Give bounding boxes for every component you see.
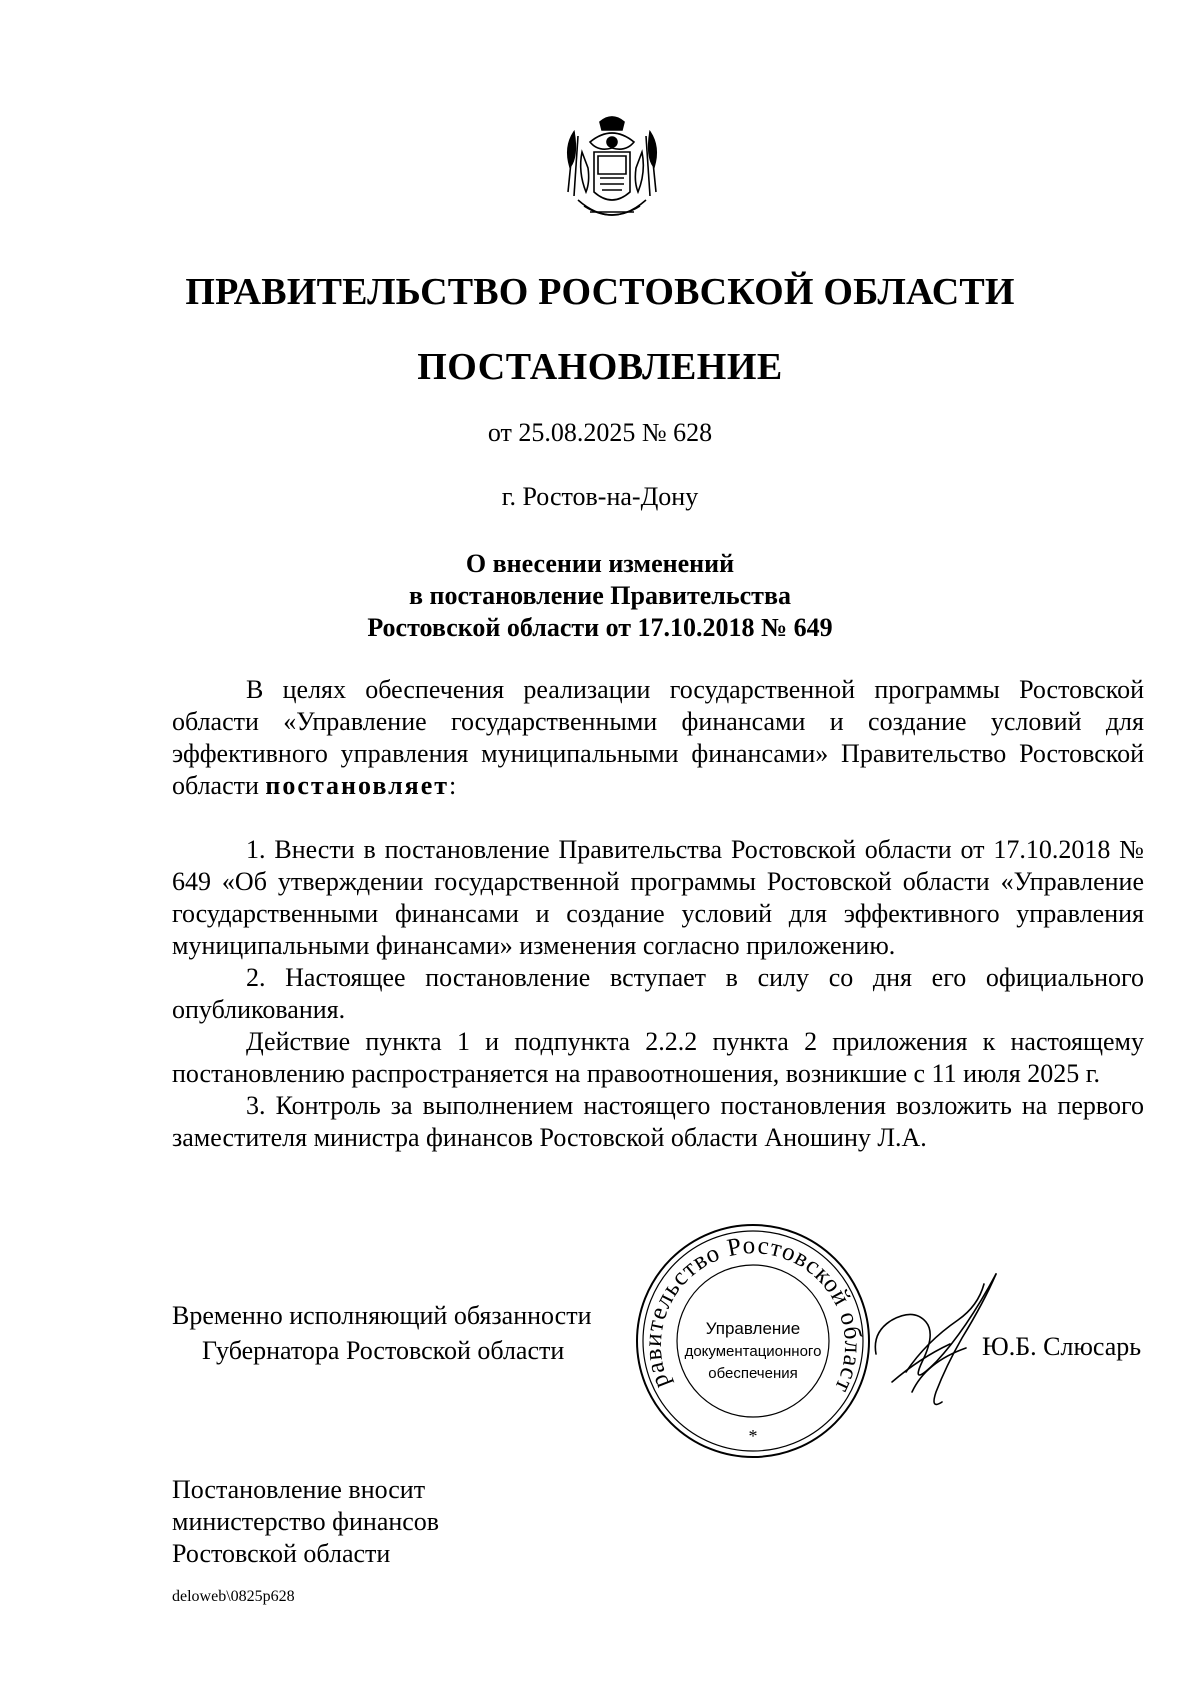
subject-line-1: О внесении изменений	[465, 549, 735, 578]
stamp-ring-text: равительство Ростовской област	[639, 1232, 867, 1398]
document-date-number: от 25.08.2025 № 628	[487, 418, 713, 447]
stamp-inner-line-1: Управление	[705, 1319, 801, 1338]
preamble-paragraph	[172, 674, 1144, 802]
author-line-3: Ростовской области	[172, 1539, 391, 1568]
stamp-inner-line-2: документационного	[684, 1343, 822, 1360]
signatory-position	[172, 1298, 592, 1368]
position-line-2: Губернатора Ростовской области	[202, 1336, 565, 1365]
subject-line-2: в постановление Правительства	[408, 581, 791, 610]
item-3: 3. Контроль за выполнением настоящего постановления возложить на первого заместителя министра финансов Ростовской области Аношину Л.А.	[172, 1091, 1144, 1152]
author-line-2: министерство финансов	[172, 1507, 440, 1536]
stamp-inner-line-3: обеспечения	[708, 1365, 798, 1382]
stamp-star-icon: *	[748, 1426, 758, 1446]
resolves-word: постановляет	[265, 771, 450, 800]
signatory-name: Ю.Б. Слюсарь	[982, 1332, 1142, 1361]
document-city: г. Ростов-на-Дону	[501, 482, 699, 511]
item-1: 1. Внести в постановление Правительства Ростовской области от 17.10.2018 № 649 «Об утверждении государственной программы Ростовской области «Управление государственными финансами и создание условий для эффективного управления муниципальными финансами» изменения согласно приложению.	[172, 835, 1144, 960]
document-type-title: ПОСТАНОВЛЕНИЕ	[417, 346, 783, 388]
submitted-by-block	[172, 1474, 439, 1570]
file-reference: deloweb\0825p628	[172, 1588, 295, 1605]
official-stamp	[634, 1222, 872, 1460]
organization-title: ПРАВИТЕЛЬСТВО РОСТОВСКОЙ ОБЛАСТИ	[185, 271, 1015, 313]
document-subject	[0, 548, 1200, 644]
resolves-colon: :	[449, 771, 457, 800]
subject-line-3: Ростовской области от 17.10.2018 № 649	[367, 613, 833, 642]
author-line-1: Постановление вносит	[172, 1475, 426, 1504]
preamble-text: В целях обеспечения реализации государственной программы Ростовской области «Управление государственными финансами и создание условий для эффективного управления муниципальными финансами» Правительство Ростовской области	[172, 675, 1144, 800]
item-2: 2. Настоящее постановление вступает в силу со дня его официального опубликования.	[172, 963, 1144, 1024]
item-2-note: Действие пункта 1 и подпункта 2.2.2 пункта 2 приложения к настоящему постановлению распространяется на правоотношения, возникшие с 11 июля 2025 г.	[172, 1027, 1144, 1088]
coat-of-arms-emblem	[560, 112, 664, 232]
position-line-1: Временно исполняющий обязанности	[172, 1301, 592, 1330]
items-block	[172, 834, 1144, 1154]
